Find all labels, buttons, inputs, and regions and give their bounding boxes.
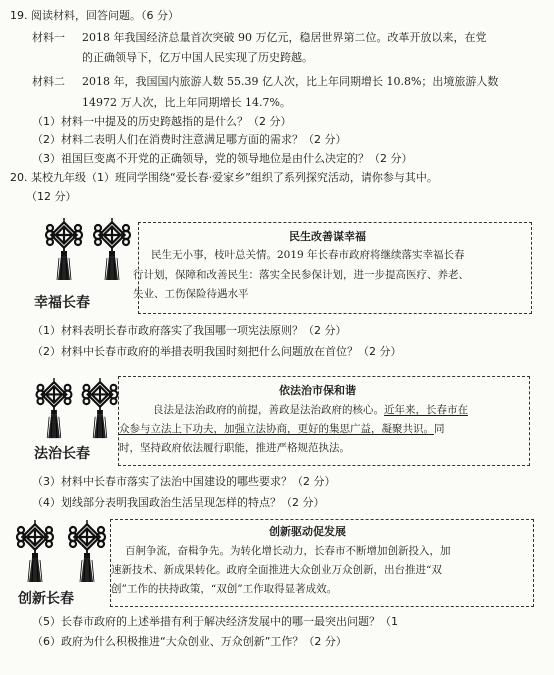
q20-sub-question-6: （6）政府为什么积极推进“大众创业、万众创新”工作？（2 分） [32, 635, 347, 648]
chinese-knot-icon [34, 378, 74, 440]
material-2-line-1: 2018 年，我国国内旅游人数 55.39 亿人次，比上年同期增长 10.8%；出境旅游人数 [82, 75, 499, 88]
box-line: 失业、工伤保险待遇水平 [133, 288, 249, 300]
box-title: 民生改善谋幸福 [289, 230, 366, 243]
q20-sub-question-3: （3）材料中长春市落实了法治中国建设的哪些要求？（2 分） [32, 475, 336, 488]
box-title: 依法治市保和谐 [279, 384, 356, 397]
box-line: 速新技术、新成果转化。政府全面推进大众创业万众创新，出台推进“双 [111, 564, 442, 576]
q19-sub-question-2: （2）材料二表明人们在消费时注意满足哪方面的需求？（2 分） [32, 133, 347, 146]
chinese-knot-icon [90, 218, 134, 282]
material-1-line-1: 2018 年我国经济总量首次突破 90 万亿元，稳居世界第二位。改革开放以来，在党 [82, 31, 487, 44]
material-box-rule-of-law [118, 376, 530, 466]
q20-sub-question-2: （2）材料中长春市政府的举措表明我国时刻把什么问题放在首位？（2 分） [32, 345, 402, 358]
box-line: 行计划，保障和改善民生：落实全民参保计划，进一步提高医疗、养老、 [133, 269, 469, 281]
q20-sub-question-4: （4）划线部分表明我国政治生活呈现怎样的特点？（2 分） [32, 496, 325, 509]
chinese-knot-icon [42, 218, 86, 282]
q20-heading: 20. 某校九年级（1）班同学围绕“爱长春·爱家乡”组织了系列探究活动，请你参与其中。 [10, 171, 438, 184]
box-line: 创”工作的扶持政策，“双创”工作取得显著成效。 [111, 583, 338, 595]
q20-sub-question-1: （1）材料表明长春市政府落实了我国哪一项宪法原则？（2 分） [32, 324, 347, 337]
box-line: 百舸争流，奋楫争先。为转化增长动力，长春市不断增加创新投入，加 [125, 545, 451, 557]
q19-sub-question-1: （1）材料一中提及的历史跨越指的是什么？（2 分） [32, 115, 292, 128]
material-1-line-2: 的正确领导下，亿万中国人民实现了历史跨越。 [82, 51, 313, 64]
material-box-innovation [110, 519, 534, 607]
section-caption-happy-changchun: 幸福长春 [34, 295, 90, 311]
box-title: 创新驱动促发展 [269, 525, 346, 538]
material-box-livelihood [133, 222, 532, 314]
box-line: 时，坚持政府依法履行职能，推进严格规范执法。 [119, 442, 350, 454]
q20-sub-question-5: （5）长春市政府的上述举措有利于解决经济发展中的哪一最突出问题？（1 [32, 615, 398, 628]
section-caption-innovation-changchun: 创新长春 [18, 591, 74, 607]
chinese-knot-icon [66, 520, 108, 584]
q19-heading: 19. 阅读材料，回答问题。（6 分） [10, 9, 179, 22]
underlined-text: 近年来，长春市在 [384, 404, 468, 416]
chinese-knot-icon [14, 520, 56, 584]
section-caption-rule-of-law-changchun: 法治长春 [34, 446, 90, 462]
material-2-label: 材料二 [32, 75, 65, 88]
box-line: 民生无小事，枝叶总关情。2019 年长春市政府将继续落实幸福长春 [151, 249, 465, 261]
underlined-text: 众参与立法上下功夫，加强立法协商，更好的集思广益，凝聚共识。 [119, 423, 434, 435]
q20-points: （12 分） [26, 190, 77, 203]
material-2-line-2: 14972 万人次，比上年同期增长 14.7%。 [82, 96, 291, 109]
box-line: 众参与立法上下功夫，加强立法协商，更好的集思广益，凝聚共识。同 [119, 423, 445, 435]
box-line: 良法是法治政府的前提，善政是法治政府的核心。近年来，长春市在 [153, 404, 468, 416]
chinese-knot-icon [80, 378, 120, 440]
material-1-label: 材料一 [32, 31, 65, 44]
q19-sub-question-3: （3）祖国巨变离不开党的正确领导，党的领导地位是由什么决定的？（2 分） [32, 152, 413, 165]
